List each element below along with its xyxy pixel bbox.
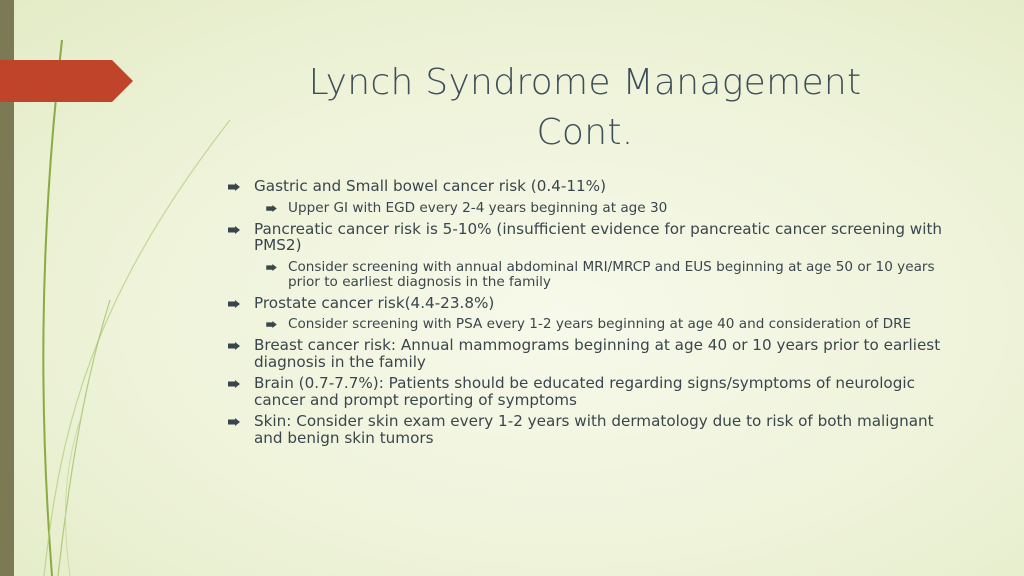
bullet-text: Consider screening with PSA every 1-2 years beginning at age 40 and consideration of DRE <box>288 316 912 332</box>
bullet-item <box>226 178 961 195</box>
sub-bullet-item <box>226 317 961 332</box>
bullet-text: Upper GI with EGD every 2-4 years beginning at age 30 <box>288 199 668 216</box>
sub-bullet-item <box>226 201 961 216</box>
bullet-item <box>226 221 961 254</box>
bullet-item <box>226 413 961 446</box>
bullet-item <box>226 337 961 370</box>
sub-bullet-item <box>226 260 961 290</box>
bullet-text: Gastric and Small bowel cancer risk (0.4-11%) <box>254 177 607 195</box>
bullet-text: Prostate cancer risk(4.4-23.8%) <box>254 293 495 312</box>
bullet-item <box>226 295 961 312</box>
page-title <box>260 58 910 158</box>
bullet-list <box>226 178 961 446</box>
bullet-text: Pancreatic cancer risk is 5-10% (insufficient evidence for pancreatic cancer screening with PMS2) <box>254 219 943 254</box>
title-accent-tab <box>0 60 133 102</box>
bullet-text: Skin: Consider skin exam every 1-2 years with dermatology due to risk of both malignant and benign skin tumors <box>254 412 934 447</box>
bullet-item <box>226 375 961 408</box>
bullet-text: Breast cancer risk: Annual mammograms beginning at age 40 or 10 years prior to earliest diagnosis in the family <box>254 336 941 371</box>
bullet-text: Consider screening with annual abdominal MRI/MRCP and EUS beginning at age 50 or 10 years prior to earliest diagnosis in the family <box>288 258 935 290</box>
title-line-1: Lynch Syndrome Management <box>308 62 862 103</box>
bullet-text: Brain (0.7-7.7%): Patients should be educated regarding signs/symptoms of neurologic cancer and prompt reporting of symptoms <box>254 374 915 409</box>
title-line-2: Cont. <box>536 112 634 153</box>
